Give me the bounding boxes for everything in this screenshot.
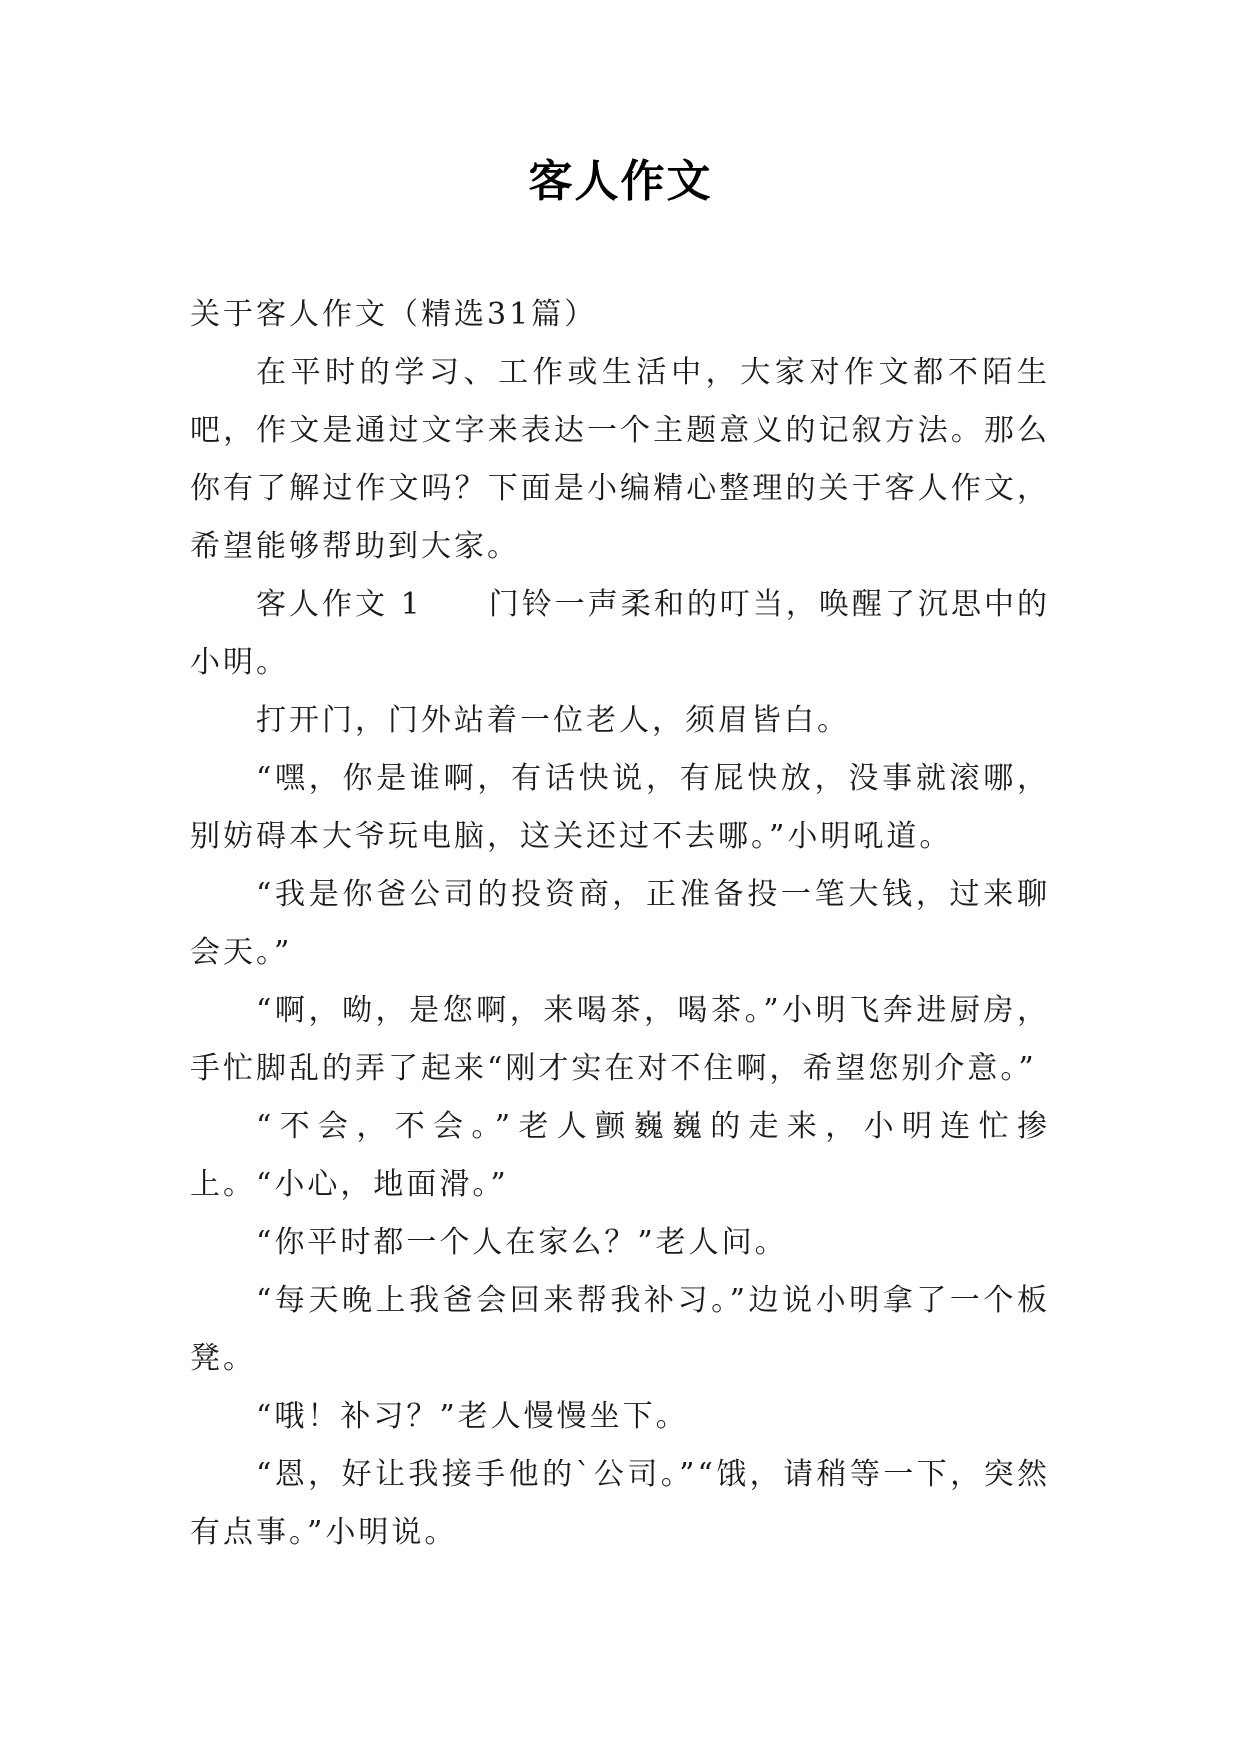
document-body	[190, 286, 1050, 1562]
paragraph: “不会，不会。”老人颤巍巍的走来，小明连忙掺上。“小心，地面滑。”	[190, 1109, 1050, 1202]
paragraph: “哦！补习？”老人慢慢坐下。	[256, 1399, 689, 1434]
paragraph: 客人作文 1 门铃一声柔和的叮当，唤醒了沉思中的小明。	[190, 587, 1050, 680]
paragraph: 关于客人作文（精选31篇）	[190, 297, 598, 332]
paragraph: 在平时的学习、工作或生活中，大家对作文都不陌生吧，作文是通过文字来表达一个主题意义的记叙方法。那么你有了解过作文吗？下面是小编精心整理的关于客人作文，希望能够帮助到大家。	[190, 355, 1050, 564]
paragraph: “我是你爸公司的投资商，正准备投一笔大钱，过来聊会天。”	[190, 877, 1050, 970]
paragraph: “你平时都一个人在家么？”老人问。	[256, 1225, 788, 1260]
paragraph: “每天晚上我爸会回来帮我补习。”边说小明拿了一个板凳。	[190, 1283, 1050, 1376]
paragraph: “嘿，你是谁啊，有话快说，有屁快放，没事就滚哪，别妨碍本大爷玩电脑，这关还过不去哪。”小明吼道。	[190, 761, 1050, 854]
paragraph: “啊，呦，是您啊，来喝茶，喝茶。”小明飞奔进厨房，手忙脚乱的弄了起来“刚才实在对不住啊，希望您别介意。”	[190, 993, 1050, 1086]
paragraph: 打开门，门外站着一位老人，须眉皆白。	[256, 703, 850, 738]
document-title: 客人作文	[528, 156, 713, 207]
paragraph: “恩，好让我接手他的`公司。”“饿，请稍等一下，突然有点事。”小明说。	[190, 1457, 1050, 1550]
